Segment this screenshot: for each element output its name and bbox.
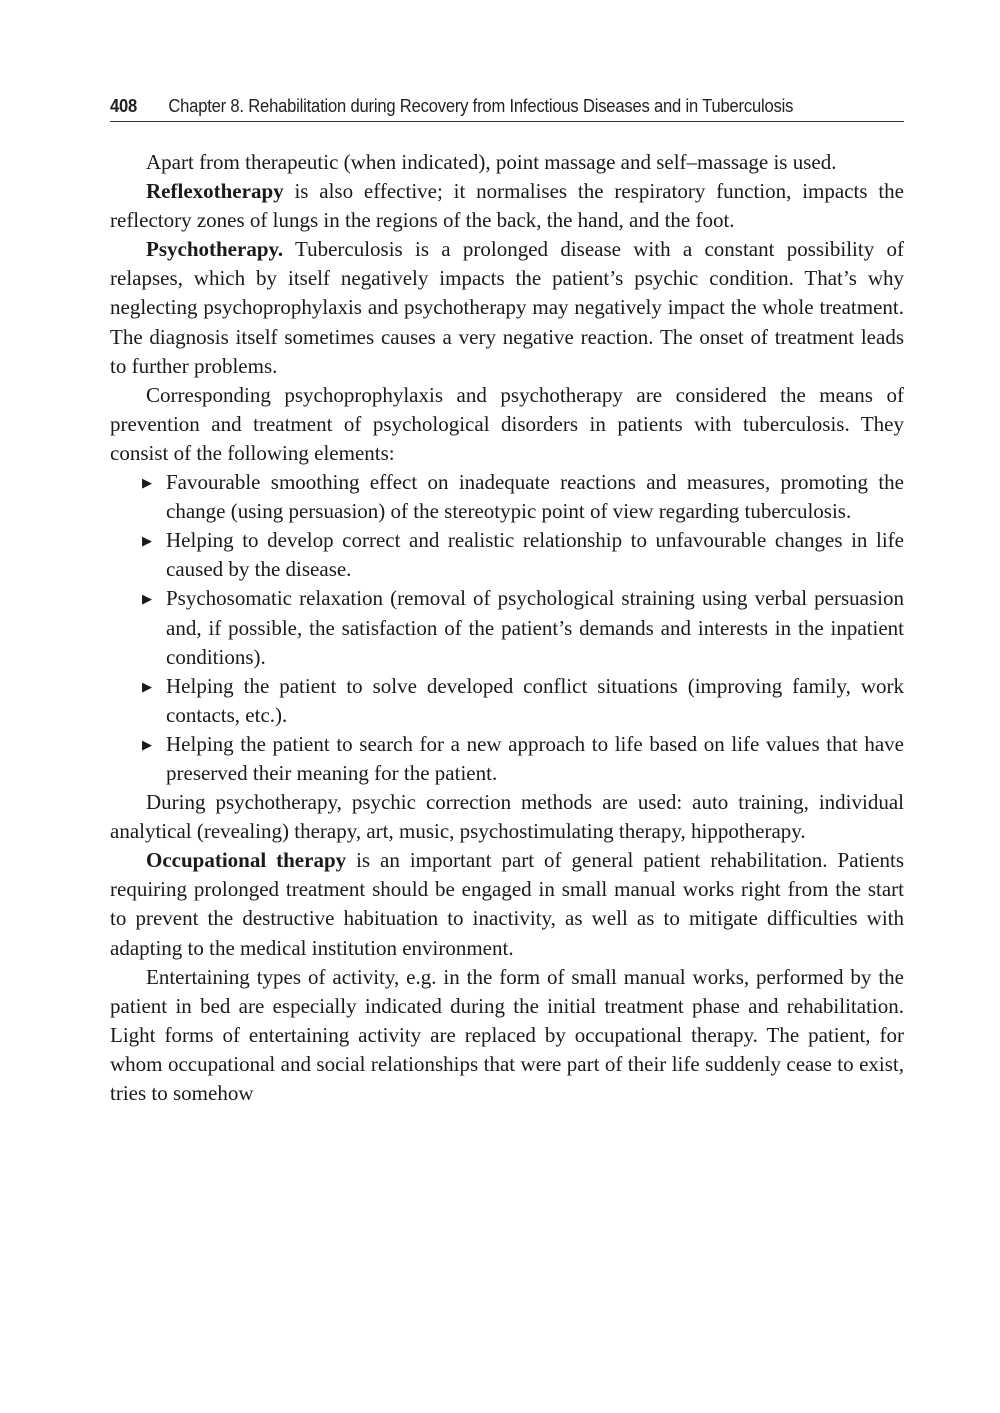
paragraph-occupational-therapy: Occupational therapy is an important part of general patient rehabilitation. Patients requiring prolonged treatment should be engaged in small manual works right from the start to prevent the destructive habituation to inactivity, as well as to mitigate difficulties with adapting to the medical institution environment. — [110, 848, 905, 960]
list-item: ▶ Helping to develop correct and realistic relationship to unfavourable changes in life caused by the disease. — [142, 528, 904, 582]
list-item: ▶ Helping the patient to solve developed conflict situations (improving family, work contacts, etc.). — [142, 673, 904, 727]
running-title: Chapter 8. Rehabilitation during Recovery from Infectious Diseases and in Tuberculosis — [168, 96, 794, 116]
book-page — [110, 96, 904, 1108]
paragraph-psychic-correction: During psychotherapy, psychic correction methods are used: auto training, individual analytical (revealing) therapy, art, music, psychostimulating therapy, hippotherapy. — [110, 790, 904, 844]
elements-list — [110, 468, 904, 788]
list-item: ▶ Helping the patient to search for a new approach to life based on life values that have preserved their meaning for the patient. — [142, 731, 904, 785]
triangle-right-icon: ▶ — [142, 475, 152, 491]
paragraph-reflexotherapy: Reflexotherapy is also effective; it normalises the respiratory function, impacts the reflectory zones of lungs in the regions of the back, the hand, and the foot. — [110, 179, 904, 233]
page-body — [110, 148, 904, 1108]
paragraph-entertaining-activity: Entertaining types of activity, e.g. in the form of small manual works, performed by the patient in bed are especially indicated during the initial treatment phase and rehabilitation. Light forms of entertaining activity are replaced by occupational therapy. The patient, for whom occupational and social relationships that were part of their life suddenly cease to exist, tries to somehow — [110, 964, 904, 1105]
page-number: 408 — [110, 96, 138, 116]
term-reflexotherapy: Reflexotherapy — [146, 179, 284, 204]
triangle-right-icon: ▶ — [142, 591, 152, 607]
term-psychotherapy: Psychotherapy. — [146, 237, 284, 262]
paragraph-psychotherapy: Psychotherapy. Tuberculosis is a prolonged disease with a constant possibility of relapses, which by itself negatively impacts the patient’s psychic condition. That’s why neglecting psychoprophylaxis and psychotherapy may negatively impact the whole treatment. The diagnosis itself sometimes causes a very negative reaction. The onset of treatment leads to further problems. — [110, 237, 904, 378]
running-header — [110, 96, 904, 122]
paragraph-psychoprophylaxis: Corresponding psychoprophylaxis and psychotherapy are considered the means of prevention and treatment of psychological disorders in patients with tuberculosis. They consist of the following elements: — [110, 382, 904, 465]
triangle-right-icon: ▶ — [142, 533, 152, 549]
term-occupational-therapy: Occupational therapy — [146, 848, 347, 873]
triangle-right-icon: ▶ — [142, 678, 152, 694]
paragraph-massage: Apart from therapeutic (when indicated), point massage and self–massage is used. — [146, 150, 837, 174]
list-item: ▶ Favourable smoothing effect on inadequate reactions and measures, promoting the change (using persuasion) of the stereotypic point of view regarding tuberculosis. — [142, 470, 904, 524]
triangle-right-icon: ▶ — [142, 736, 152, 752]
list-item: ▶ Psychosomatic relaxation (removal of psychological straining using verbal persuasion and, if possible, the satisfaction of the patient’s demands and interests in the inpatient conditions). — [142, 586, 904, 669]
